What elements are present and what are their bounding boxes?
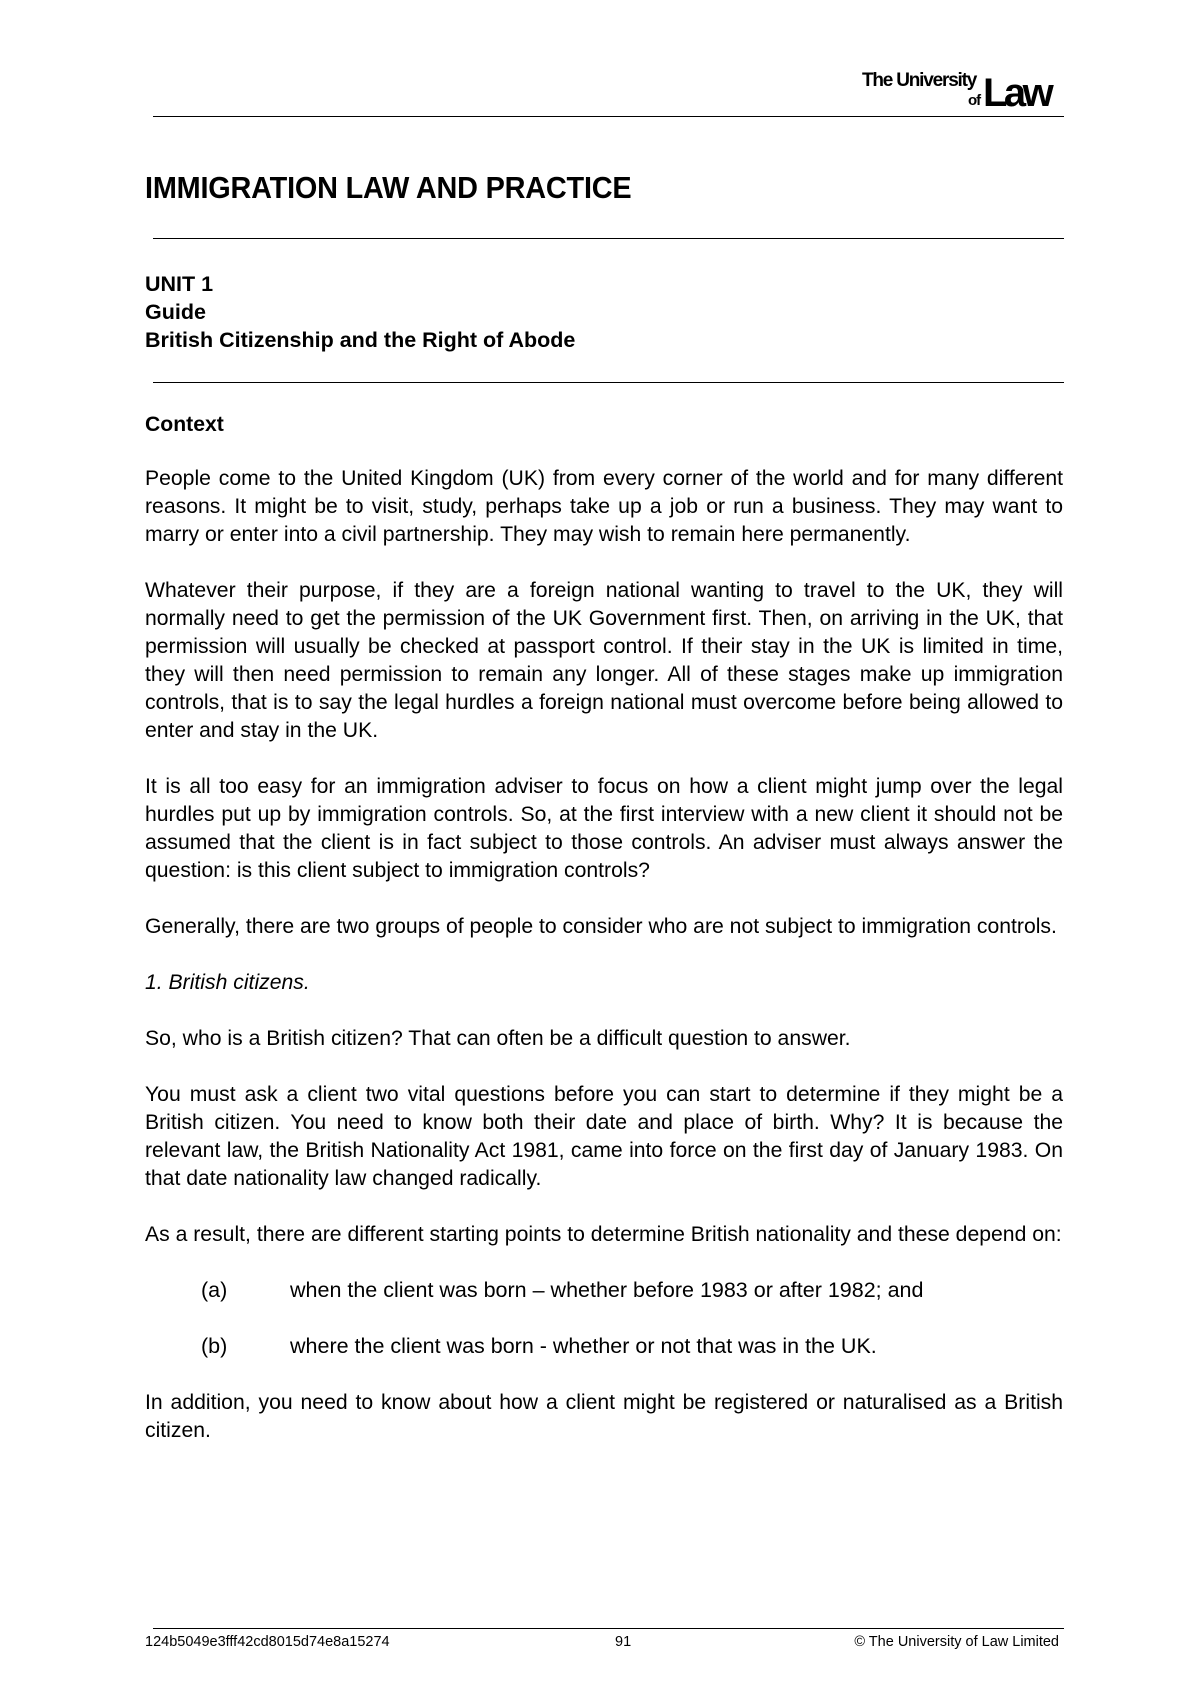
list-marker: (b) [201, 1334, 228, 1358]
list-item [145, 1332, 1063, 1360]
document-title: IMMIGRATION LAW AND PRACTICE [145, 170, 632, 205]
logo-text-university: The University [862, 70, 977, 91]
paragraph: As a result, there are different starting points to determine British nationality and these depend on: [145, 1222, 1062, 1246]
logo-text-law: Law [983, 71, 1051, 115]
paragraph: It is all too easy for an immigration adviser to focus on how a client might jump over the legal hurdles put up by immigration controls. So, at the first interview with a new client it should not be assumed that the client is in fact subject to those controls. An adviser must always answer the question: is this client subject to immigration controls? [145, 774, 1064, 882]
footer-document-id: 124b5049e3fff42cd8015d74e8a15274 [145, 1634, 390, 1650]
british-citizens-subheading: 1. British citizens. [145, 970, 310, 994]
paragraph: You must ask a client two vital questions before you can start to determine if they might be a British citizen. You need to know both their date and place of birth. Why? It is because the relevant law, the British Nationality Act 1981, came into force on the first day of January 1983. On that date nationality law changed radically. [145, 1082, 1064, 1190]
paragraph: So, who is a British citizen? That can often be a difficult question to answer. [145, 1026, 851, 1050]
list-marker: (a) [201, 1278, 228, 1302]
title-rule [153, 238, 1064, 239]
page-footer [145, 1634, 1063, 1658]
document-body [145, 410, 1063, 1472]
paragraph: Generally, there are two groups of people to consider who are not subject to immigration controls. [145, 914, 1057, 938]
unit-number: UNIT 1 [145, 272, 214, 296]
footer-page-number: 91 [615, 1634, 632, 1650]
unit-rule [153, 382, 1064, 383]
context-heading: Context [145, 412, 224, 436]
unit-block [145, 270, 575, 354]
footer-rule [153, 1628, 1064, 1629]
header-rule [153, 116, 1064, 117]
paragraph: People come to the United Kingdom (UK) from every corner of the world and for many different reasons. It might be to visit, study, perhaps take up a job or run a business. They may want to marry or enter into a civil partnership. They may wish to remain here permanently. [145, 466, 1064, 546]
list-text: where the client was born - whether or not that was in the UK. [290, 1334, 877, 1358]
paragraph: Whatever their purpose, if they are a foreign national wanting to travel to the UK, they will normally need to get the permission of the UK Government first. Then, on arriving in the UK, that permission will usually be checked at passport control. If their stay in the UK is limited in time, they will then need permission to remain any longer. All of these stages make up immigration controls, that is to say the legal hurdles a foreign national must overcome before being allowed to enter and stay in the UK. [145, 578, 1064, 742]
footer-copyright: © The University of Law Limited [854, 1634, 1059, 1650]
list-item [145, 1276, 1063, 1304]
university-of-law-logo [862, 70, 1062, 116]
unit-subject: British Citizenship and the Right of Abode [145, 328, 576, 352]
list-text: when the client was born – whether before 1983 or after 1982; and [290, 1278, 924, 1302]
unit-type: Guide [145, 300, 206, 324]
closing-paragraph: In addition, you need to know about how a client might be registered or naturalised as a British citizen. [145, 1390, 1064, 1442]
logo-text-of: of [968, 92, 981, 109]
